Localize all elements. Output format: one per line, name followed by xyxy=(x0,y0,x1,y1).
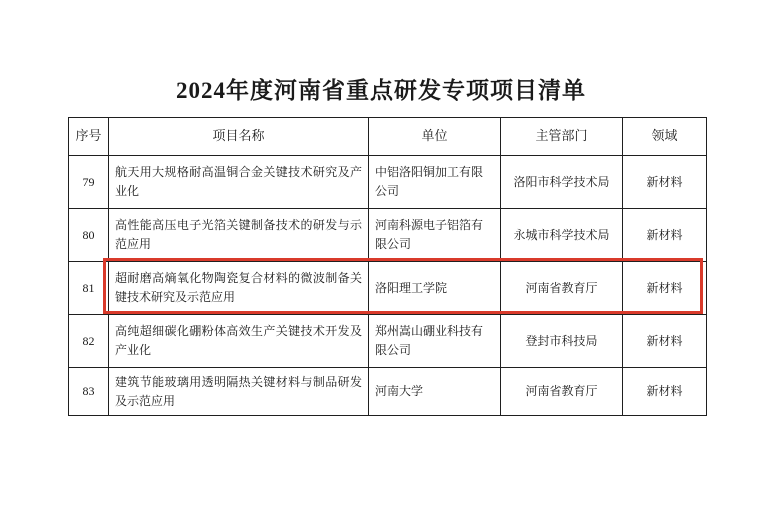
table-row xyxy=(69,368,707,416)
cell-unit: 洛阳理工学院 xyxy=(369,262,501,315)
cell-project: 高性能高压电子光箔关键制备技术的研发与示范应用 xyxy=(109,209,369,262)
cell-department: 登封市科技局 xyxy=(501,315,623,368)
cell-field: 新材料 xyxy=(623,315,707,368)
cell-department: 永城市科学技术局 xyxy=(501,209,623,262)
header-department: 主管部门 xyxy=(501,118,623,156)
cell-unit: 中铝洛阳铜加工有限公司 xyxy=(369,156,501,209)
header-field: 领域 xyxy=(623,118,707,156)
cell-no: 82 xyxy=(69,315,109,368)
cell-field: 新材料 xyxy=(623,262,707,315)
page-title: 2024年度河南省重点研发专项项目清单 xyxy=(176,78,586,103)
table-row xyxy=(69,315,707,368)
cell-unit: 河南大学 xyxy=(369,368,501,416)
table-row-highlighted xyxy=(69,262,707,315)
cell-no: 80 xyxy=(69,209,109,262)
cell-project: 建筑节能玻璃用透明隔热关键材料与制品研发及示范应用 xyxy=(109,368,369,416)
cell-unit: 河南科源电子铝箔有限公司 xyxy=(369,209,501,262)
cell-no: 81 xyxy=(69,262,109,315)
header-project: 项目名称 xyxy=(109,118,369,156)
cell-project: 超耐磨高熵氧化物陶瓷复合材料的微波制备关键技术研究及示范应用 xyxy=(109,262,369,315)
cell-field: 新材料 xyxy=(623,156,707,209)
project-list-table xyxy=(68,117,707,416)
cell-project: 航天用大规格耐高温铜合金关键技术研究及产业化 xyxy=(109,156,369,209)
cell-no: 83 xyxy=(69,368,109,416)
cell-no: 79 xyxy=(69,156,109,209)
cell-field: 新材料 xyxy=(623,209,707,262)
cell-field: 新材料 xyxy=(623,368,707,416)
header-unit: 单位 xyxy=(369,118,501,156)
cell-unit: 郑州嵩山硼业科技有限公司 xyxy=(369,315,501,368)
table-row xyxy=(69,156,707,209)
table-header-row xyxy=(69,118,707,156)
cell-department: 洛阳市科学技术局 xyxy=(501,156,623,209)
table-row xyxy=(69,209,707,262)
cell-department: 河南省教育厅 xyxy=(501,262,623,315)
cell-project: 高纯超细碳化硼粉体高效生产关键技术开发及产业化 xyxy=(109,315,369,368)
header-no: 序号 xyxy=(69,118,109,156)
cell-department: 河南省教育厅 xyxy=(501,368,623,416)
